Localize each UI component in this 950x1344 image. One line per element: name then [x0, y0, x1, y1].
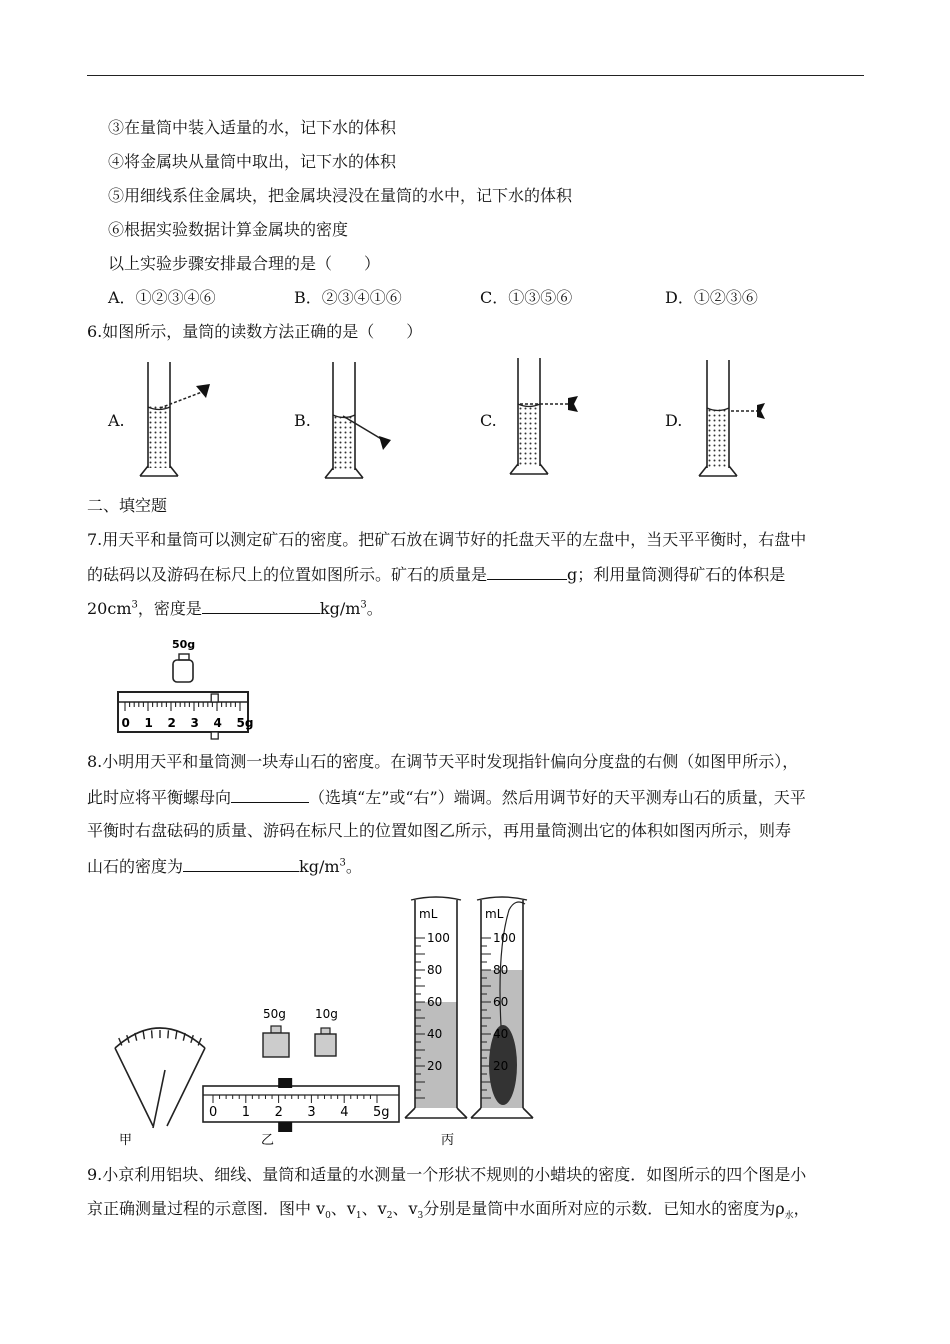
scale-label: 2	[274, 1105, 283, 1120]
dial-gauge	[115, 1028, 205, 1128]
q9-sub: 0	[325, 1211, 331, 1222]
option-letter: A．	[108, 288, 136, 307]
q6-label-a[interactable]: A.	[108, 411, 125, 430]
q8-density-blank[interactable]	[183, 855, 299, 872]
q5-option-c[interactable]	[480, 287, 572, 309]
scale-label: 5g	[236, 716, 254, 730]
q7-sup: 3	[131, 599, 138, 611]
q7-balance-figure	[115, 632, 255, 742]
section-title: 二、填空题	[87, 496, 168, 515]
option-letter: C．	[480, 288, 509, 307]
tick-label: 20	[493, 1059, 509, 1073]
dial-side	[115, 1048, 205, 1126]
q7-line-1: 7.用天平和量筒可以测定矿石的密度。把矿石放在调节好的托盘天平的左盘中，当天平平衡时，右盘中	[87, 530, 807, 549]
weight-50g-label: 50g	[263, 1007, 286, 1021]
q8-text: （选填“左”或“右”）端调。然后用调节好的天平测寿山石的质量，天平	[309, 788, 806, 807]
dial-pointer	[153, 1070, 165, 1128]
sight-line	[160, 392, 202, 408]
dial-tick	[143, 1031, 144, 1039]
q9-text: 、v	[330, 1199, 356, 1218]
rider-bottom	[211, 732, 218, 739]
q5-step-4: ④将金属块从量筒中取出，记下水的体积	[108, 152, 397, 171]
tick-label: 60	[493, 995, 509, 1009]
q7-text: g；利用量筒测得矿石的体积是	[567, 565, 786, 584]
q7-text: 20cm	[87, 599, 132, 618]
q5-step-3: ③在量筒中装入适量的水，记下水的体积	[108, 118, 397, 137]
q6-cylinder-c-figure	[508, 356, 598, 476]
q7-text: ，密度是	[137, 599, 202, 618]
q6-cylinder-a-figure	[138, 360, 218, 480]
q8-text: 此时应将平衡螺母向	[87, 788, 232, 807]
dial-ticks	[119, 1030, 201, 1045]
q7-text: 的砝码以及游码在标尺上的位置如图所示。矿石的质量是	[87, 565, 488, 584]
eye-icon	[568, 396, 578, 412]
cylinder-1-base	[405, 1108, 467, 1118]
q9-sub: 2	[386, 1211, 393, 1222]
option-letter: B．	[294, 288, 322, 307]
weight-10g-label: 10g	[315, 1007, 338, 1021]
option-text: ①②③⑥	[693, 288, 758, 307]
option-text: ①③⑤⑥	[508, 288, 573, 307]
cylinder-1	[405, 897, 467, 1118]
scale-label: 1	[144, 716, 153, 730]
q9-text: 、v	[392, 1199, 418, 1218]
tick-label: 40	[493, 1027, 509, 1041]
q8-sup: 3	[339, 857, 346, 869]
scale-ticks	[125, 702, 240, 711]
q7-density-blank[interactable]	[202, 597, 320, 614]
q9-text: ，	[793, 1199, 810, 1218]
scale-label: 1	[241, 1105, 251, 1120]
weight-knob	[179, 654, 189, 660]
q9-sub: 水	[784, 1211, 794, 1222]
scale-label: 3	[190, 716, 199, 730]
q7-mass-blank[interactable]	[487, 563, 567, 580]
q7-line-2	[87, 563, 785, 586]
q8-figure	[105, 890, 545, 1150]
q8-text: 山石的密度为	[87, 857, 184, 876]
q9-text: 、v	[361, 1199, 387, 1218]
q9-text: 分别是量筒中水面所对应的示数．已知水的密度为ρ	[423, 1199, 785, 1218]
q7-text: 。	[366, 599, 383, 618]
cylinder-2	[471, 897, 533, 1118]
q8-line-3: 平衡时右盘砝码的质量、游码在标尺上的位置如图乙所示，再用量筒测出它的体积如图丙所示，则寿	[87, 821, 792, 840]
header-rule	[87, 75, 864, 76]
q5-step-6: ⑥根据实验数据计算金属块的密度	[108, 220, 349, 239]
scale-frame	[118, 692, 248, 732]
scale-labels	[209, 1105, 390, 1120]
dial-tick	[152, 1030, 153, 1038]
q7-unit: kg/m	[319, 599, 361, 618]
weight-50g-knob	[271, 1026, 281, 1033]
q7-line-3	[87, 597, 383, 620]
q6-cylinder-b-figure	[323, 360, 403, 480]
eye-icon	[196, 384, 210, 398]
q5-option-b[interactable]	[294, 287, 402, 309]
weight-label: 50g	[172, 638, 196, 651]
q9-sub: 1	[355, 1211, 362, 1222]
q5-option-a[interactable]	[108, 287, 216, 309]
q6-cylinder-d-figure	[697, 358, 787, 478]
weight-50g-body	[263, 1033, 289, 1057]
scale-labels	[122, 716, 254, 730]
q9-line-1: 9.小京利用铝块、细线、量筒和适量的水测量一个形状不规则的小蜡块的密度．如图所示的四个图是小	[87, 1165, 807, 1184]
rider-top	[211, 694, 218, 702]
scale-frame	[203, 1086, 399, 1122]
eye-icon	[757, 403, 765, 419]
cylinder-2-base	[471, 1108, 533, 1118]
weight-10g-body	[315, 1034, 336, 1056]
q8-line-1: 8.小明用天平和量筒测一块寿山石的密度。在调节天平时发现指针偏向分度盘的右侧（如图甲所示），	[87, 752, 799, 771]
q9-sub: 3	[417, 1211, 424, 1222]
water	[148, 406, 170, 468]
rider-bottom	[278, 1122, 292, 1132]
q6-label-c[interactable]: C.	[480, 411, 497, 430]
tick-label: 60	[427, 995, 443, 1009]
dial-tick	[168, 1030, 169, 1038]
label-yi: 乙	[261, 1133, 275, 1148]
q9-line-2	[87, 1198, 810, 1220]
water	[333, 414, 355, 470]
weight-body	[173, 660, 193, 682]
tick-label: 80	[493, 963, 509, 977]
tick-label: 80	[427, 963, 443, 977]
q8-line-4	[87, 855, 362, 878]
label-jia: 甲	[119, 1133, 133, 1148]
q5-option-d[interactable]	[665, 287, 758, 309]
tick-label: 20	[427, 1059, 443, 1073]
scale-label: 4	[340, 1105, 349, 1120]
dial-tick	[176, 1031, 177, 1039]
tick-label: 100	[493, 931, 516, 945]
water	[707, 408, 729, 468]
tick-label: 100	[427, 931, 450, 945]
option-text: ①②③④⑥	[135, 288, 216, 307]
cylinder-1-unit: mL	[419, 907, 438, 921]
q6-label-b[interactable]: B.	[294, 411, 311, 430]
scale-label: 0	[121, 716, 130, 730]
q7-sup: 3	[360, 599, 367, 611]
q6-stem: 6.如图所示，量筒的读数方法正确的是（ ）	[87, 322, 423, 341]
scale-label: 3	[307, 1105, 316, 1120]
q8-direction-blank[interactable]	[231, 786, 309, 803]
cylinder-2-rim	[477, 897, 527, 900]
q6-label-d[interactable]: D.	[665, 411, 683, 430]
scale-label: 0	[209, 1105, 218, 1120]
tick-label: 40	[427, 1027, 443, 1041]
scale-label: 4	[213, 716, 222, 730]
q5-question: 以上实验步骤安排最合理的是（ ）	[108, 254, 381, 273]
scale-ticks	[213, 1095, 377, 1103]
label-bing: 丙	[441, 1133, 455, 1148]
q8-text: 。	[345, 857, 362, 876]
weight-10g-knob	[321, 1028, 330, 1034]
scale-label: 2	[167, 716, 176, 730]
q8-line-2	[87, 786, 806, 809]
scale-label: 5g	[373, 1105, 390, 1120]
option-text: ②③④①⑥	[321, 288, 402, 307]
q9-text: 京正确测量过程的示意图．图中 v	[87, 1199, 326, 1218]
eye-icon	[379, 436, 391, 450]
cylinder-1-rim	[411, 897, 461, 900]
q5-step-5: ⑤用细线系住金属块，把金属块浸没在量筒的水中，记下水的体积	[108, 186, 573, 205]
q8-unit: kg/m	[299, 857, 340, 876]
cylinder-2-unit: mL	[485, 907, 504, 921]
water	[518, 404, 540, 466]
option-letter: D．	[665, 288, 694, 307]
rider-top	[278, 1078, 292, 1088]
